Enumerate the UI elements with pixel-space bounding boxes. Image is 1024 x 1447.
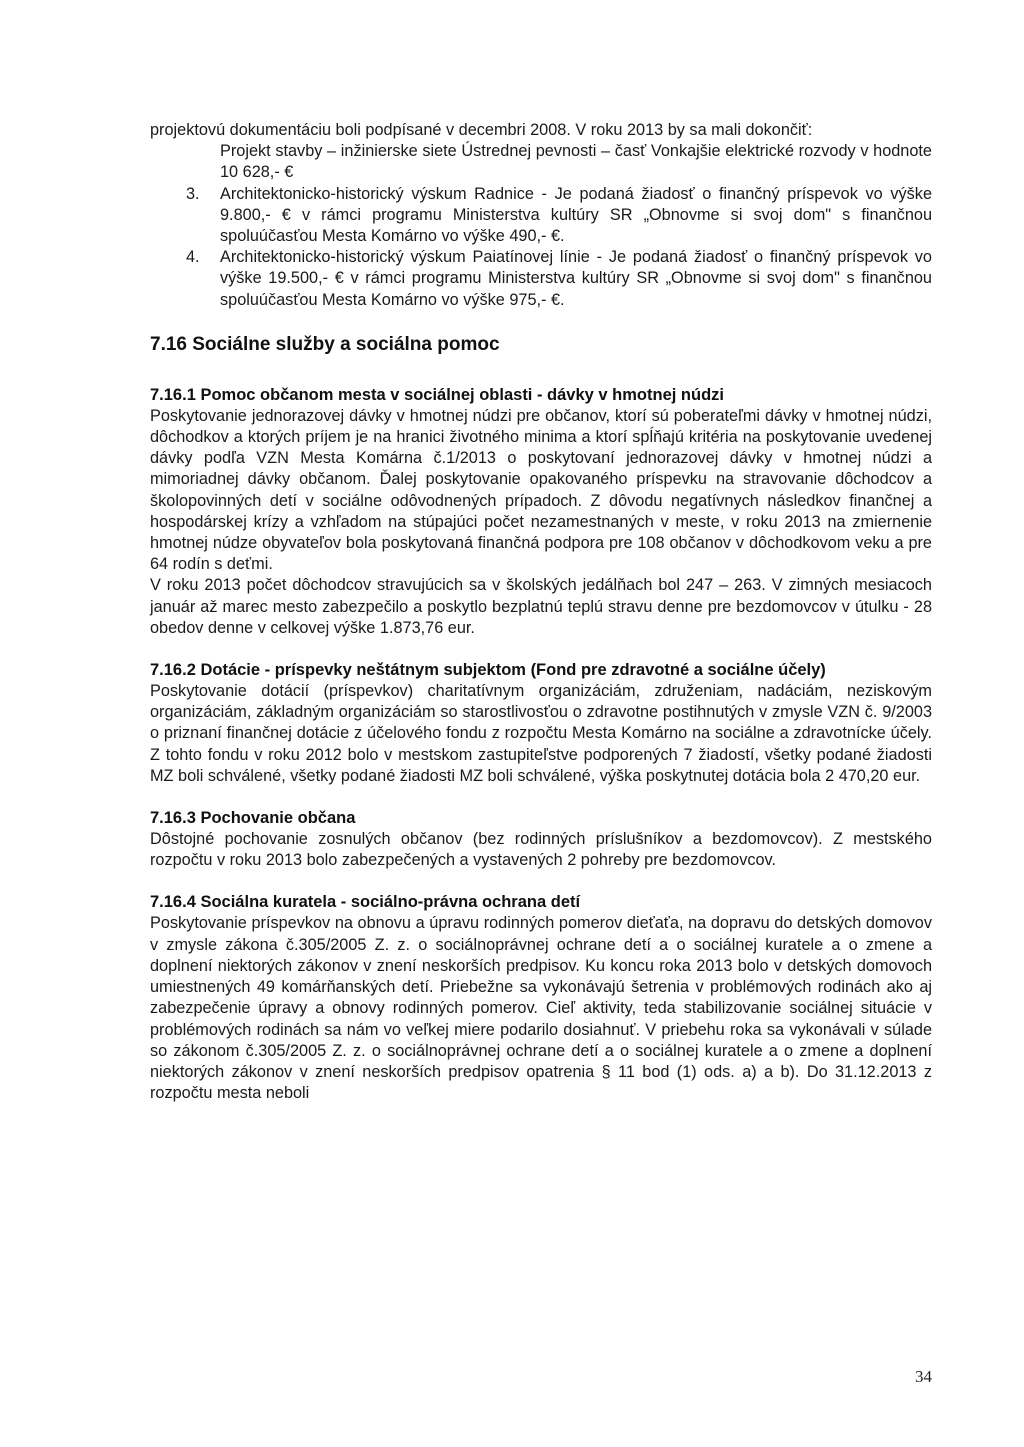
- subsection-benefits: [150, 384, 932, 639]
- page-number: 34: [915, 1367, 932, 1386]
- subsection-subsidies: [150, 659, 932, 787]
- subsection-heading: 7.16.2 Dotácie - príspevky neštátnym subjektom (Fond pre zdravotné a sociálne účely): [150, 661, 826, 680]
- paragraph: Poskytovanie dotácií (príspevkov) charitatívnym organizáciám, združeniam, nadáciám, neziskovým organizáciám, základným organizáciám so starostlivosťou o zdravotne postihnutých v zmysle VZN č. 9/2003 o priznaní finančnej dotácie z účelového fondu z rozpočtu Mesta Komárno na sociálne a zdravotnícke účely. Z tohto fondu v roku 2012 bolo v mestskom zastupiteľstve podporených 7 žiadostí, všetky podané žiadosti MZ boli schválené, všetky podané žiadosti MZ boli schválené, výška poskytnutej dotácia bola 2 470,20 eur.: [150, 682, 932, 785]
- subsection-heading: 7.16.4 Sociálna kuratela - sociálno-právna ochrana detí: [150, 893, 581, 912]
- section-heading: 7.16 Sociálne služby a sociálna pomoc: [150, 333, 500, 355]
- subsection-curatorship: [150, 891, 932, 1104]
- intro-project-line: Projekt stavby – inžinierske siete Ústrednej pevnosti – časť Vonkajšie elektrické rozvody v hodnote 10 628,- €: [220, 142, 932, 182]
- list-item-number: 3.: [186, 184, 200, 203]
- numbered-list: [150, 184, 932, 311]
- list-item: [150, 184, 932, 248]
- intro-paragraph: projektovú dokumentáciu boli podpísané v decembri 2008. V roku 2013 by sa mali dokončiť:: [150, 121, 813, 139]
- list-item-number: 4.: [186, 248, 200, 267]
- paragraph: Poskytovanie príspevkov na obnovu a úpravu rodinných pomerov dieťaťa, na dopravu do detských domovov v zmysle zákona č.305/2005 Z. z. o sociálnoprávnej ochrane detí a o sociálnej kuratele a o zmene a doplnení niektorých zákonov v znení neskorších predpisov. Ku koncu roka 2013 bolo v detských domovoch umiestnených 49 komárňanských detí. Priebežne sa vykonávajú šetrenia v problémových rodinách ako aj zabezpečenie úpravy a obnovy rodinných pomerov. Cieľ aktivity, teda stabilizovanie sociálnej situácie v problémových rodinách sa nám vo veľkej miere podarilo dosiahnuť. V priebehu roka sa vykonávali v súlade so zákonom č.305/2005 Z. z. o sociálnoprávnej ochrane detí a o sociálnej kuratele a o zmene a doplnení niektorých zákonov v znení neskorších predpisov opatrenia § 11 bod (1) ods. a) a b). Do 31.12.2013 z rozpočtu mesta neboli: [150, 914, 932, 1103]
- list-item: [150, 247, 932, 311]
- paragraph: V roku 2013 počet dôchodcov stravujúcich sa v školských jedálňach bol 247 – 263. V zimných mesiacoch január až marec mesto zabezpečilo a poskytlo bezplatnú teplú stravu denne pre bezdomovcov v útulku - 28 obedov denne v celkovej výške 1.873,76 eur.: [150, 576, 932, 637]
- page-content: [150, 120, 932, 1104]
- paragraph: Poskytovanie jednorazovej dávky v hmotnej núdzi pre občanov, ktorí sú poberateľmi dávky v hmotnej núdzi, dôchodkov a ktorých príjem je na hranici životného minima a ktorí spĺňajú kritéria na poskytovanie uvedenej dávky podľa VZN Mesta Komárna č.1/2013 o poskytovaní jednorazovej dávky v hmotnej núdzi a mimoriadnej dávky občanom. Ďalej poskytovanie opakovaného príspevku na stravovanie dôchodcov a školopovinných detí v sociálne odôvodnených prípadoch. Z dôvodu negatívnych následkov finančnej a hospodárskej krízy a vzhľadom na stúpajúci počet nezamestnaných v meste, v roku 2013 na zmiernenie hmotnej núdze obyvateľov bola poskytovaná finančná podpora pre 108 občanov v dôchodkovom veku a pre 64 rodín s deťmi.: [150, 406, 932, 574]
- subsection-burial: [150, 807, 932, 871]
- list-item-text: Architektonicko-historický výskum Radnice - Je podaná žiadosť o finančný príspevok vo výške 9.800,- € v rámci programu Ministerstva kultúry SR „Obnovme si svoj dom" s finančnou spoluúčasťou Mesta Komárno vo výške 490,- €.: [220, 184, 932, 246]
- paragraph: Dôstojné pochovanie zosnulých občanov (bez rodinných príslušníkov a bezdomovcov). Z mestského rozpočtu v roku 2013 bolo zabezpečených a vystavených 2 pohreby pre bezdomovcov.: [150, 830, 932, 870]
- list-item-text: Architektonicko-historický výskum Paiatínovej línie - Je podaná žiadosť o finančný príspevok vo výške 19.500,- € v rámci programu Ministerstva kultúry SR „Obnovme si svoj dom" s finančnou spoluúčasťou Mesta Komárno vo výške 975,- €.: [220, 248, 932, 309]
- subsection-heading: 7.16.3 Pochovanie občana: [150, 809, 356, 828]
- subsection-heading: 7.16.1 Pomoc občanom mesta v sociálnej oblasti - dávky v hmotnej núdzi: [150, 385, 725, 404]
